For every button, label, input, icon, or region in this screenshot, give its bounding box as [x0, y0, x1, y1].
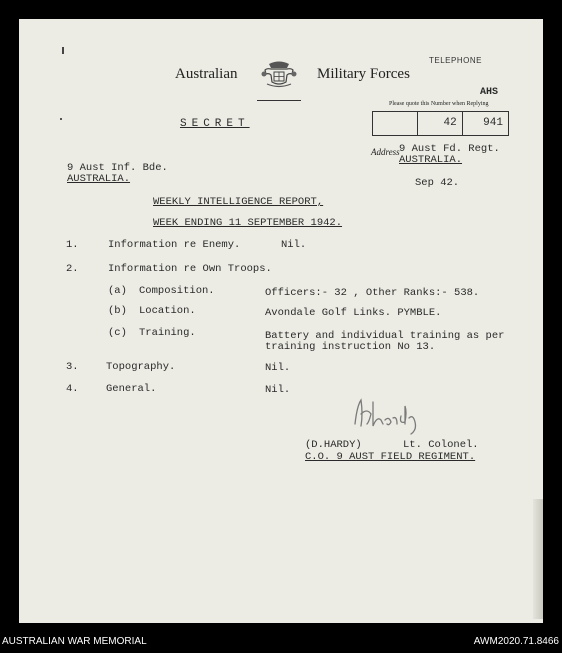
item-number: 4. [66, 383, 79, 395]
report-title-line2: WEEK ENDING 11 SEPTEMBER 1942. [153, 217, 343, 229]
paper-mark [62, 47, 64, 54]
item-value: Avondale Golf Links. PYMBLE. [265, 307, 442, 319]
item-label: Information re Own Troops. [108, 263, 272, 275]
ref-cell: 941 [483, 117, 503, 129]
item-label: Composition. [139, 285, 215, 297]
item-number: 1. [66, 239, 79, 251]
item-label: General. [106, 383, 157, 395]
item-number: (a) [108, 285, 127, 297]
item-label: Information re Enemy. [108, 239, 241, 251]
letterhead-right: Military Forces [317, 66, 410, 82]
item-value: Nil. [265, 384, 291, 396]
report-date: Sep 42. [415, 177, 460, 189]
recipient-line1: 9 Aust Inf. Bde. [67, 162, 168, 174]
item-value: Officers:- 32 , Other Ranks:- 538. [265, 287, 480, 299]
letterhead-left: Australian [175, 66, 238, 82]
report-title-line1: WEEKLY INTELLIGENCE REPORT, [153, 196, 324, 208]
telephone-label: TELEPHONE [429, 56, 482, 65]
item-value-continued: training instruction No 13. [265, 341, 436, 353]
handwritten-signature [349, 394, 439, 440]
coat-of-arms-icon [259, 60, 299, 94]
item-value: Battery and individual training as per [265, 330, 505, 342]
recipient-line2: AUSTRALIA. [67, 173, 131, 185]
reference-number-box [372, 111, 509, 136]
paper-mark [60, 118, 62, 120]
address-line1: 9 Aust Fd. Regt. [399, 143, 500, 155]
classification-stamp: SECRET [180, 118, 250, 130]
item-number: (c) [108, 327, 127, 339]
item-number: (b) [108, 305, 127, 317]
ref-cell [373, 112, 418, 135]
signatory-rank: Lt. Colonel. [403, 439, 479, 451]
letterhead-rule [257, 100, 301, 101]
item-label: Location. [139, 305, 196, 317]
address-label: Address [371, 147, 400, 157]
signatory-name: (D.HARDY) [305, 439, 362, 451]
footer-right: AWM2020.71.8466 [473, 636, 559, 647]
paper-edge-shadow [533, 499, 543, 619]
quote-note: Please quote this Number when Replying [389, 101, 489, 107]
item-number: 2. [66, 263, 79, 275]
item-label: Topography. [106, 361, 176, 373]
ref-cell: 42 [418, 112, 462, 135]
item-value: Nil. [281, 239, 307, 251]
signatory-position: C.O. 9 AUST FIELD REGIMENT. [305, 451, 476, 463]
item-label: Training. [139, 327, 196, 339]
address-line2: AUSTRALIA. [399, 154, 463, 166]
document-page [19, 19, 543, 623]
footer-left: AUSTRALIAN WAR MEMORIAL [2, 636, 147, 647]
item-value: Nil. [265, 362, 291, 374]
ahs-code: AHS [480, 87, 499, 98]
item-number: 3. [66, 361, 79, 373]
